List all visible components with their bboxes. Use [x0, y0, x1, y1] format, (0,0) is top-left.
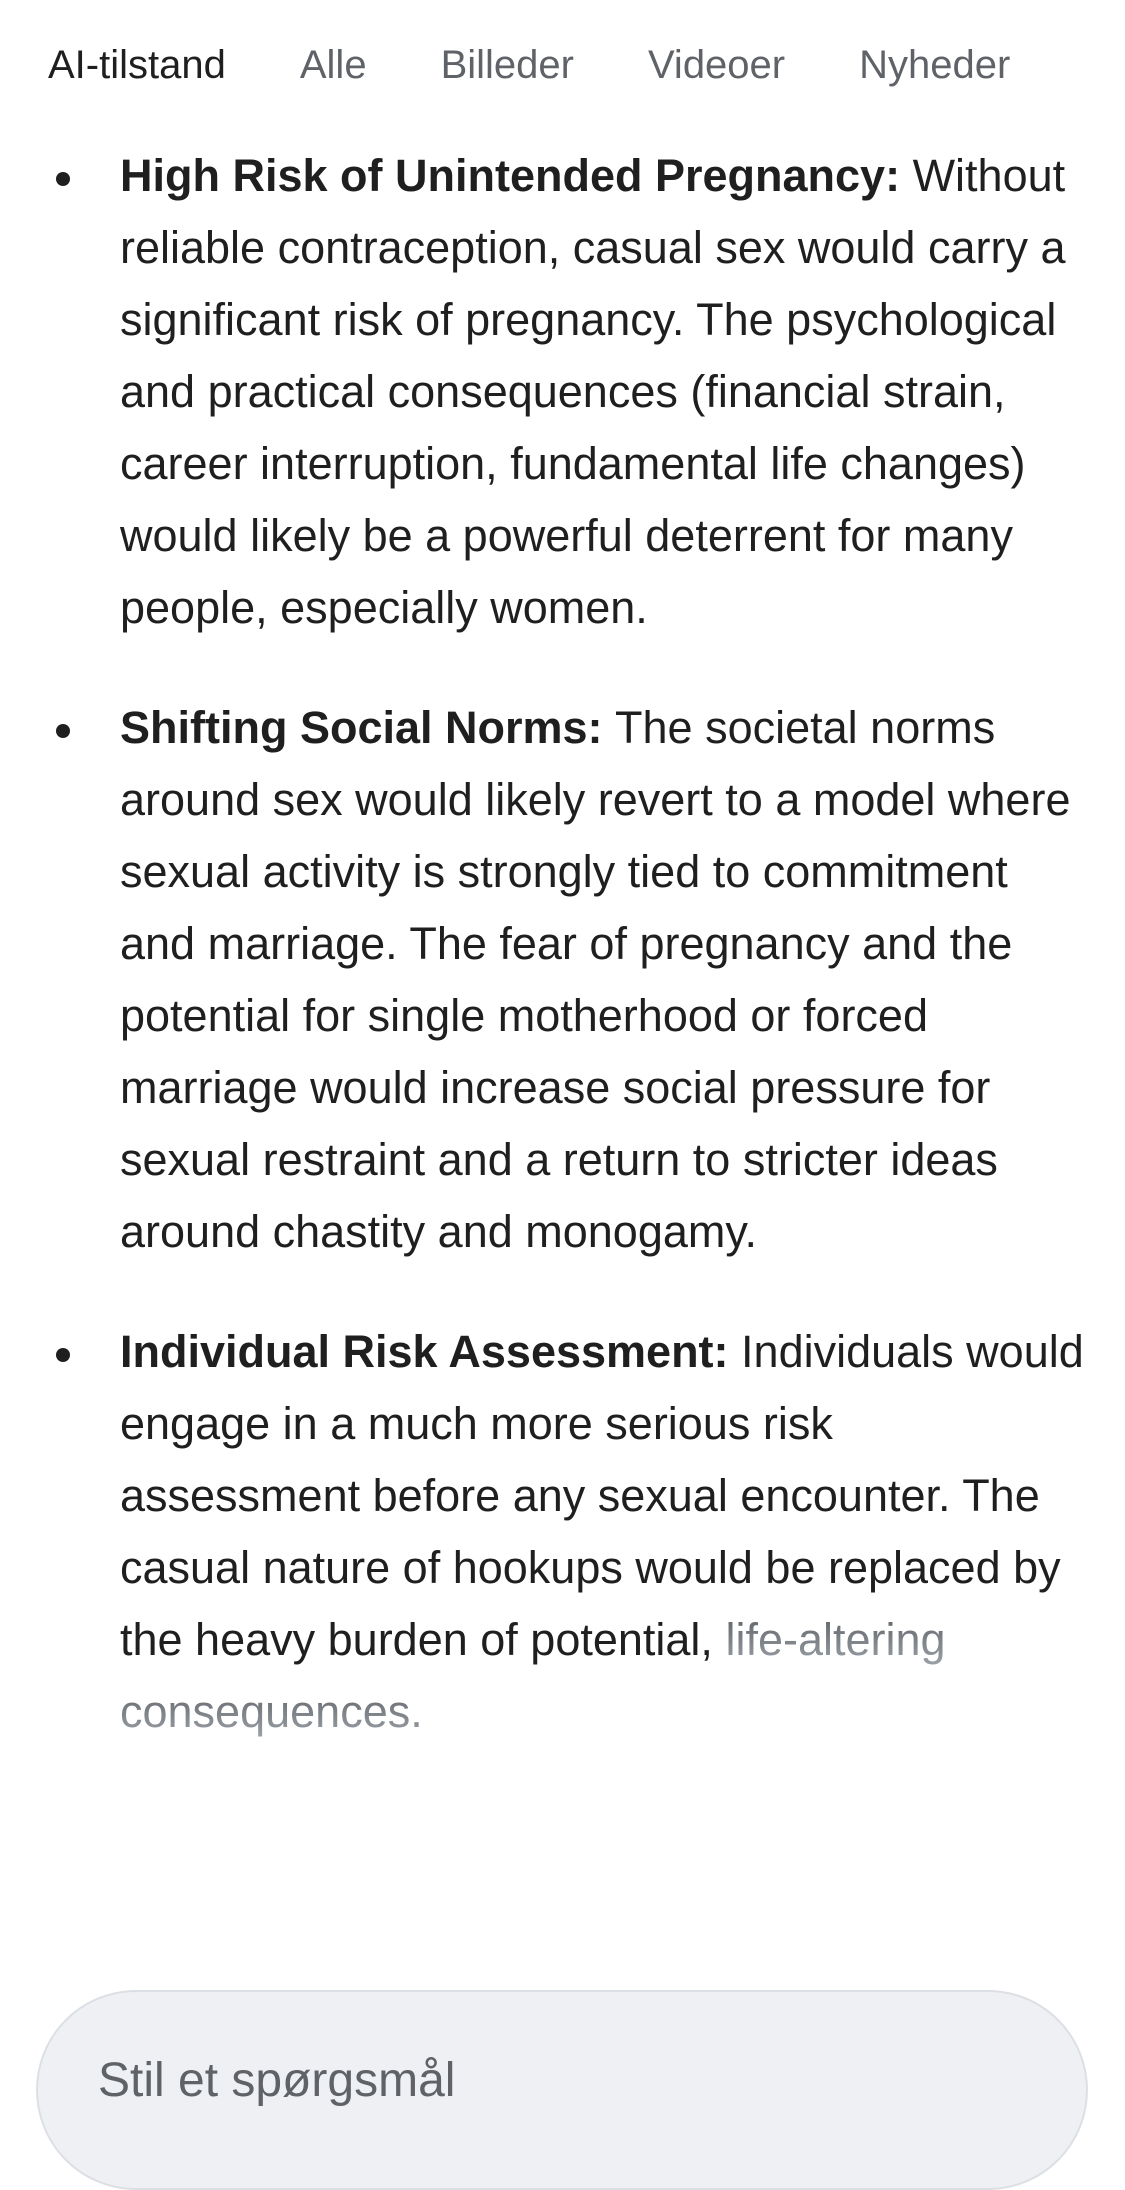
tab-images[interactable]: Billeder — [440, 43, 574, 87]
bullet-dot — [56, 724, 70, 738]
bullet-dot — [56, 1348, 70, 1362]
list-item — [0, 692, 1125, 1268]
ask-box[interactable] — [36, 1990, 1088, 2190]
ask-input[interactable] — [96, 2052, 1000, 2109]
tab-all[interactable]: Alle — [299, 43, 367, 87]
list-item — [0, 1316, 1125, 1748]
bullet-text: The societal norms around sex would likely revert to a model where sexual activity is strongly tied to commitment and marriage. The fear of pregnancy and the potential for single motherhood or forced marriage would increase social pressure for sexual restraint and a return to stricter ideas around chastity and monogamy. — [120, 702, 1071, 1257]
ai-answer-content — [0, 140, 1125, 1900]
bullet-heading: Shifting Social Norms: — [120, 702, 616, 753]
bullet-dot — [56, 172, 70, 186]
tab-news[interactable]: Nyheder — [859, 43, 1011, 87]
bullet-list — [0, 140, 1125, 1748]
tab-ai-mode[interactable]: AI-tilstand — [48, 43, 226, 87]
search-mode-tabs — [0, 0, 1125, 130]
bullet-text: Individuals would engage in a much more serious risk assessment before any sexual encounter. The casual nature of hookups would be replaced by the heavy burden of potential, — [120, 1326, 1084, 1665]
list-item — [0, 140, 1125, 644]
bullet-text-faded: life-altering consequences. — [120, 1614, 946, 1737]
bullet-heading: Individual Risk Assessment: — [120, 1326, 742, 1377]
bullet-heading: High Risk of Unintended Pregnancy: — [120, 150, 913, 201]
bullet-text: Without reliable contraception, casual sex would carry a significant risk of pregnancy. The psychological and practical consequences (financial strain, career interruption, fundamental life changes) would likely be a powerful deterrent for many people, especially women. — [120, 150, 1066, 633]
tab-videos[interactable]: Videoer — [647, 43, 786, 87]
